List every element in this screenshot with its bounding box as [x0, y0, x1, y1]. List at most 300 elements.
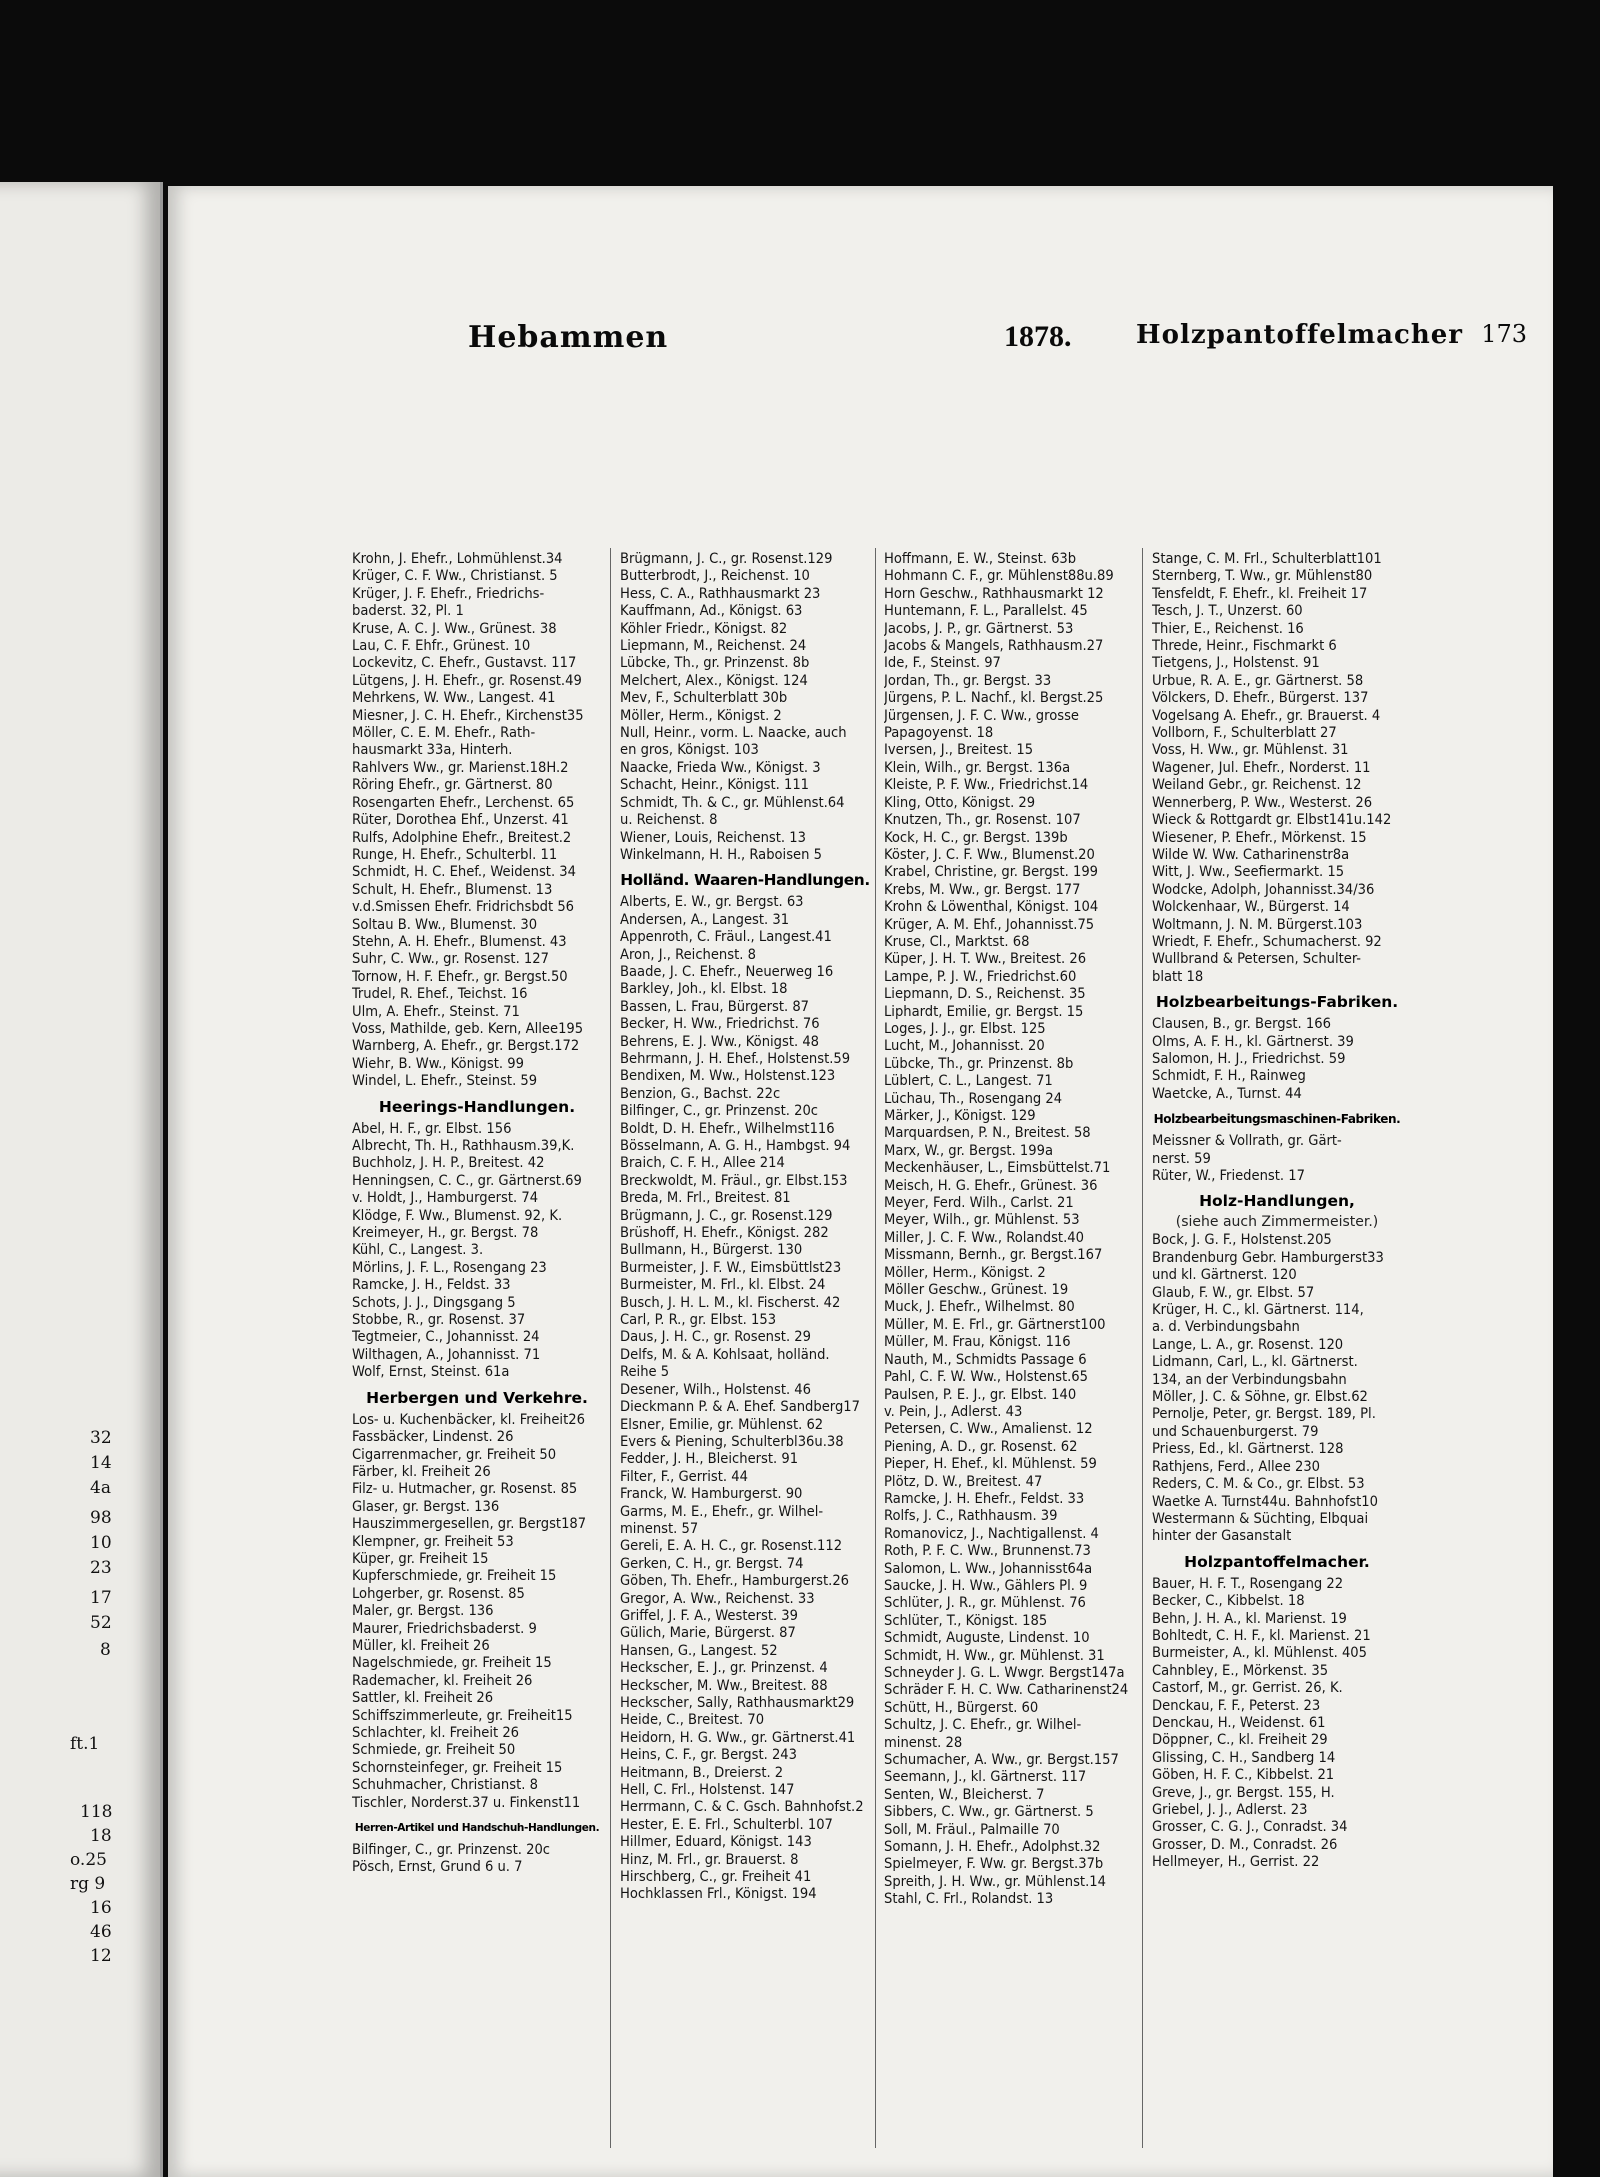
directory-entry: Witt, J. Ww., Seefiermarkt. 15 [1152, 863, 1345, 881]
directory-entry: Bauer, H. F. T., Rosengang 22 [1152, 1574, 1344, 1592]
directory-entry: Lucht, M., Johannisst. 20 [884, 1037, 1045, 1055]
directory-entry: Glissing, C. H., Sandberg 14 [1152, 1748, 1336, 1766]
directory-entry: Lidmann, Carl, L., kl. Gärtnerst. [1152, 1353, 1358, 1371]
directory-entry: Urbue, R. A. E., gr. Gärtnerst. 58 [1152, 671, 1364, 689]
directory-entry: Möller, J. C. & Söhne, gr. Elbst.62 [1152, 1388, 1368, 1406]
directory-entry: Hohmann C. F., gr. Mühlenst88u.89 [884, 567, 1114, 585]
directory-entry: Glaser, gr. Bergst. 136 [352, 1497, 500, 1515]
directory-entry: Alberts, E. W., gr. Bergst. 63 [620, 893, 804, 911]
directory-entry: hausmarkt 33a, Hinterh. [352, 741, 513, 759]
directory-entry: Wilde W. Ww. Catharinenstr8a [1152, 845, 1350, 863]
directory-entry: Marquardsen, P. N., Breitest. 58 [884, 1124, 1091, 1142]
directory-entry: Schlüter, J. R., gr. Mühlenst. 76 [884, 1594, 1086, 1612]
directory-entry: Hoffmann, E. W., Steinst. 63b [884, 550, 1077, 567]
left-page-fragment: 23 [90, 1558, 112, 1578]
directory-entry: Breda, M. Frl., Breitest. 81 [620, 1189, 791, 1207]
directory-entry: Tesch, J. T., Unzerst. 60 [1152, 602, 1303, 620]
directory-entry: Meisch, H. G. Ehefr., Grünest. 36 [884, 1176, 1098, 1194]
directory-entry: Liphardt, Emilie, gr. Bergst. 15 [884, 1002, 1084, 1020]
directory-entry: Stobbe, R., gr. Rosenst. 37 [352, 1311, 526, 1329]
directory-entry: Andersen, A., Langest. 31 [620, 910, 790, 928]
directory-entry: Burmeister, J. F. W., Eimsbüttlst23 [620, 1258, 842, 1276]
directory-entry: Paulsen, P. E. J., gr. Elbst. 140 [884, 1385, 1077, 1403]
directory-entry: Schmidt, Auguste, Lindenst. 10 [884, 1629, 1090, 1647]
directory-entry: Kauffmann, Ad., Königst. 63 [620, 602, 803, 620]
column-divider [610, 548, 611, 2148]
directory-entry: Klempner, gr. Freiheit 53 [352, 1532, 514, 1550]
left-page-fragment: 16 [90, 1898, 112, 1918]
directory-entry: Marx, W., gr. Bergst. 199a [884, 1141, 1054, 1159]
directory-entry: Mörlins, J. F. L., Rosengang 23 [352, 1258, 547, 1276]
left-page-fragment: 98 [90, 1508, 112, 1528]
directory-entry: Boldt, D. H. Ehefr., Wilhelmst116 [620, 1119, 835, 1137]
directory-entry: Jürgensen, J. F. C. Ww., grosse [884, 706, 1080, 724]
directory-entry: Becker, H. Ww., Friedrichst. 76 [620, 1015, 820, 1033]
directory-entry: Kreimeyer, H., gr. Bergst. 78 [352, 1224, 539, 1242]
directory-entry: Franck, W. Hamburgerst. 90 [620, 1485, 803, 1503]
directory-entry: Iversen, J., Breitest. 15 [884, 741, 1034, 759]
directory-entry: Barkley, Joh., kl. Elbst. 18 [620, 980, 788, 998]
directory-entry: Heckscher, E. J., gr. Prinzenst. 4 [620, 1659, 828, 1677]
directory-entry: Benzion, G., Bachst. 22c [620, 1084, 781, 1102]
directory-entry: Rüter, W., Friedenst. 17 [1152, 1167, 1305, 1184]
directory-entry: Wagener, Jul. Ehefr., Norderst. 11 [1152, 758, 1371, 776]
directory-entry: Rulfs, Adolphine Ehefr., Breitest.2 [352, 828, 572, 846]
directory-entry: Daus, J. H. C., gr. Rosenst. 29 [620, 1328, 811, 1346]
page-number: 173 [1481, 320, 1527, 348]
column-divider [875, 548, 876, 2148]
left-page-edge [0, 182, 163, 2177]
directory-entry: Lau, C. F. Ehfr., Grünest. 10 [352, 637, 531, 655]
directory-entry: Sattler, kl. Freiheit 26 [352, 1689, 494, 1707]
directory-entry: Heitmann, B., Dreierst. 2 [620, 1763, 784, 1781]
directory-entry: Thier, E., Reichenst. 16 [1152, 619, 1304, 637]
directory-entry: Rüter, Dorothea Ehf., Unzerst. 41 [352, 811, 569, 829]
directory-entry: Schult, H. Ehefr., Blumenst. 13 [352, 880, 553, 898]
column-divider [1142, 548, 1143, 2148]
directory-entry: Wiener, Louis, Reichenst. 13 [620, 828, 806, 846]
directory-entry: Melchert, Alex., Königst. 124 [620, 671, 808, 689]
directory-entry: Mehrkens, W. Ww., Langest. 41 [352, 689, 556, 707]
left-page-fragment: 10 [90, 1533, 112, 1553]
left-page-fragment: 52 [90, 1613, 112, 1633]
directory-entry: minenst. 57 [620, 1519, 699, 1537]
directory-entry: Weiland Gebr., gr. Reichenst. 12 [1152, 776, 1362, 794]
left-page-fragment: 118 [80, 1802, 113, 1822]
directory-entry: Pahl, C. F. W. Ww., Holstenst.65 [884, 1368, 1089, 1386]
directory-entry: Schmidt, Th. & C., gr. Mühlenst.64 [620, 793, 845, 811]
section-heading: Holzbearbeitungs-Fabriken. [1155, 993, 1399, 1012]
directory-entry: Hess, C. A., Rathhausmarkt 23 [620, 584, 821, 602]
directory-entry: Miesner, J. C. H. Ehefr., Kirchenst35 [352, 706, 584, 724]
directory-entry: Nauth, M., Schmidts Passage 6 [884, 1350, 1087, 1368]
directory-entry: Jacobs & Mangels, Rathhausm.27 [884, 637, 1104, 655]
directory-entry: Bullmann, H., Bürgerst. 130 [620, 1241, 803, 1259]
directory-entry: Sibbers, C. Ww., gr. Gärtnerst. 5 [884, 1803, 1094, 1821]
left-page-fragment: 32 [90, 1428, 112, 1448]
directory-entry: Lübcke, Th., gr. Prinzenst. 8b [620, 654, 810, 672]
directory-entry: Kühl, C., Langest. 3. [352, 1241, 484, 1259]
directory-entry: Krüger, A. M. Ehf., Johannisst.75 [884, 915, 1095, 933]
directory-entry: Voss, H. Ww., gr. Mühlenst. 31 [1152, 741, 1349, 759]
directory-entry: Null, Heinr., vorm. L. Naacke, auch [620, 724, 847, 742]
directory-entry: minenst. 28 [884, 1733, 963, 1751]
directory-entry: Westermann & Süchting, Elbquai [1152, 1509, 1369, 1527]
directory-entry: Mev, F., Schulterblatt 30b [620, 689, 788, 707]
directory-entry: Elsner, Emilie, gr. Mühlenst. 62 [620, 1415, 824, 1433]
left-page-fragment: ft.1 [70, 1734, 100, 1754]
directory-entry: Greve, J., gr. Bergst. 155, H. [1152, 1783, 1335, 1801]
directory-entry: Schütt, H., Bürgerst. 60 [884, 1698, 1039, 1716]
directory-entry: Clausen, B., gr. Bergst. 166 [1152, 1015, 1331, 1033]
directory-entry: Schacht, Heinr., Königst. 111 [620, 776, 810, 794]
left-page-fragment: 14 [90, 1453, 112, 1473]
left-page-fragment: 4a [90, 1478, 111, 1498]
directory-entry: Roth, P. F. C. Ww., Brunnenst.73 [884, 1542, 1091, 1560]
directory-entry: Butterbrodt, J., Reichenst. 10 [620, 567, 810, 585]
section-heading: Holzpantoffelmacher. [1184, 1552, 1370, 1571]
column-3 [884, 550, 1134, 1908]
directory-entry: Köhler Friedr., Königst. 82 [620, 619, 788, 637]
directory-entry: Dieckmann P. & A. Ehef. Sandberg17 [620, 1398, 860, 1416]
directory-entry: Maurer, Friedrichsbaderst. 9 [352, 1619, 537, 1637]
left-page-fragments [0, 182, 120, 2177]
directory-entry: Krüger, C. F. Ww., Christianst. 5 [352, 567, 558, 585]
directory-entry: Hellmeyer, H., Gerrist. 22 [1152, 1853, 1320, 1871]
directory-entry: Runge, H. Ehefr., Schulterbl. 11 [352, 845, 558, 863]
directory-entry: und kl. Gärtnerst. 120 [1152, 1266, 1297, 1284]
directory-entry: Schmidt, F. H., Rainweg [1152, 1067, 1306, 1085]
directory-entry: Braich, C. F. H., Allee 214 [620, 1154, 785, 1172]
directory-entry: Plötz, D. W., Breitest. 47 [884, 1472, 1043, 1490]
directory-entry: Lüchau, Th., Rosengang 24 [884, 1089, 1063, 1107]
directory-entry: Salomon, L. Ww., Johannisst64a [884, 1559, 1093, 1577]
directory-entry: Schneyder J. G. L. Wwgr. Bergst147a [884, 1664, 1125, 1681]
page-header [468, 320, 1533, 356]
directory-entry: Castorf, M., gr. Gerrist. 26, K. [1152, 1679, 1343, 1697]
directory-entry: Krüger, J. F. Ehefr., Friedrichs- [352, 584, 545, 602]
directory-entry: Cigarrenmacher, gr. Freiheit 50 [352, 1445, 557, 1463]
directory-entry: Kling, Otto, Königst. 29 [884, 793, 1036, 811]
directory-entry: Hinz, M. Frl., gr. Brauerst. 8 [620, 1850, 799, 1868]
directory-entry: Schmidt, H. Ww., gr. Mühlenst. 31 [884, 1646, 1105, 1664]
directory-entry: Möller Geschw., Grünest. 19 [884, 1281, 1069, 1299]
directory-entry: Hester, E. E. Frl., Schulterbl. 107 [620, 1815, 833, 1833]
directory-entry: Wieck & Rottgardt gr. Elbst141u.142 [1152, 811, 1392, 829]
directory-entry: Köster, J. C. F. Ww., Blumenst.20 [884, 845, 1095, 863]
directory-entry: Märker, J., Königst. 129 [884, 1107, 1036, 1124]
directory-entry: Tegtmeier, C., Johannisst. 24 [352, 1328, 540, 1346]
directory-entry: Wriedt, F. Ehefr., Schumacherst. 92 [1152, 932, 1382, 950]
directory-entry: Schultz, J. C. Ehefr., gr. Wilhel- [884, 1716, 1082, 1734]
directory-entry: Ulm, A. Ehefr., Steinst. 71 [352, 1002, 520, 1020]
directory-entry: Heide, C., Breitest. 70 [620, 1711, 765, 1729]
directory-entry: Horn Geschw., Rathhausmarkt 12 [884, 584, 1104, 602]
directory-entry: Völckers, D. Ehefr., Bürgerst. 137 [1152, 689, 1369, 707]
directory-entry: Griffel, J. F. A., Westerst. 39 [620, 1606, 799, 1624]
directory-entry: Reders, C. M. & Co., gr. Elbst. 53 [1152, 1475, 1365, 1493]
directory-entry: Miller, J. C. F. Ww., Rolandst.40 [884, 1228, 1084, 1246]
directory-entry: a. d. Verbindungsbahn [1152, 1318, 1300, 1336]
directory-entry: Filter, F., Gerrist. 44 [620, 1467, 748, 1485]
directory-entry: Wilthagen, A., Johannisst. 71 [352, 1345, 541, 1363]
directory-entry: Müller, kl. Freiheit 26 [352, 1636, 490, 1654]
directory-entry: Rademacher, kl. Freiheit 26 [352, 1671, 533, 1689]
directory-entry: Heidorn, H. G. Ww., gr. Gärtnerst.41 [620, 1728, 856, 1746]
directory-entry: Gregor, A. Ww., Reichenst. 33 [620, 1589, 815, 1607]
directory-entry: Hell, C. Frl., Holstenst. 147 [620, 1781, 795, 1799]
directory-entry: hinter der Gasanstalt [1152, 1527, 1292, 1545]
directory-entry: Lockevitz, C. Ehefr., Gustavst. 117 [352, 654, 577, 672]
directory-entry: Brüshoff, H. Ehefr., Königst. 282 [620, 1224, 829, 1242]
directory-entry: Suhr, C. Ww., gr. Rosenst. 127 [352, 950, 549, 968]
directory-entry: Papagoyenst. 18 [884, 724, 994, 742]
directory-entry: Grosser, C. G. J., Conradst. 34 [1152, 1818, 1348, 1836]
directory-entry: Saucke, J. H. Ww., Gählers Pl. 9 [884, 1576, 1088, 1594]
column-2 [620, 550, 870, 1903]
directory-entry: Trudel, R. Ehef., Teichst. 16 [352, 985, 528, 1003]
directory-entry: Behn, J. H. A., kl. Marienst. 19 [1152, 1609, 1347, 1627]
directory-entry: Somann, J. H. Ehefr., Adolphst.32 [884, 1838, 1101, 1856]
directory-entry: blatt 18 [1152, 967, 1204, 985]
directory-entry: Bock, J. G. F., Holstenst.205 [1152, 1231, 1332, 1249]
directory-entry: Wiehr, B. Ww., Königst. 99 [352, 1054, 524, 1072]
directory-entry: Delfs, M. & A. Kohlsaat, holländ. [620, 1345, 830, 1363]
left-page-fragment: 12 [90, 1946, 112, 1966]
directory-entry: en gros, Königst. 103 [620, 741, 759, 759]
section-heading: Heerings-Handlungen. [378, 1097, 576, 1116]
directory-entry: Busch, J. H. L. M., kl. Fischerst. 42 [620, 1293, 841, 1311]
directory-entry: Knutzen, Th., gr. Rosenst. 107 [884, 811, 1081, 829]
directory-entry: Spielmeyer, F. Ww. gr. Bergst.37b [884, 1855, 1104, 1873]
directory-entry: Breckwoldt, M. Fräul., gr. Elbst.153 [620, 1171, 848, 1189]
directory-entry: Woltmann, J. N. M. Bürgerst.103 [1152, 915, 1363, 933]
directory-entry: Bösselmann, A. G. H., Hambgst. 94 [620, 1137, 851, 1154]
directory-entry: Piening, A. D., gr. Rosenst. 62 [884, 1437, 1078, 1455]
directory-entry: Schiffszimmerleute, gr. Freiheit15 [352, 1706, 573, 1724]
directory-entry: Bassen, L. Frau, Bürgerst. 87 [620, 997, 810, 1015]
directory-entry: Rosengarten Ehefr., Lerchenst. 65 [352, 793, 575, 811]
directory-entry: Krohn, J. Ehefr., Lohmühlenst.34 [352, 550, 563, 567]
directory-entry: Wodcke, Adolph, Johannisst.34/36 [1152, 880, 1375, 898]
directory-entry: Jordan, Th., gr. Bergst. 33 [884, 671, 1052, 689]
directory-entry: Waetke A. Turnst44u. Bahnhofst10 [1152, 1492, 1379, 1510]
directory-entry: Soltau B. Ww., Blumenst. 30 [352, 915, 538, 933]
directory-entry: Müller, M. Frau, Königst. 116 [884, 1333, 1071, 1351]
directory-entry: Schuhmacher, Christianst. 8 [352, 1776, 538, 1794]
directory-entry: Bilfinger, C., gr. Prinzenst. 20c [352, 1841, 551, 1859]
directory-entry: Warnberg, A. Ehefr., gr. Bergst.172 [352, 1037, 580, 1055]
directory-entry: Heckscher, M. Ww., Breitest. 88 [620, 1676, 828, 1694]
directory-entry: Garms, M. E., Ehefr., gr. Wilhel- [620, 1502, 824, 1520]
directory-entry: Färber, kl. Freiheit 26 [352, 1462, 491, 1480]
directory-entry: Krabel, Christine, gr. Bergst. 199 [884, 863, 1099, 881]
directory-entry: Herrmann, C. & C. Gsch. Bahnhofst.2 [620, 1798, 864, 1816]
directory-entry: Krüger, H. C., kl. Gärtnerst. 114, [1152, 1301, 1364, 1319]
directory-entry: Lüblert, C. L., Langest. 71 [884, 1072, 1053, 1090]
directory-entry: 134, an der Verbindungsbahn [1152, 1370, 1347, 1388]
directory-entry: Stehn, A. H. Ehefr., Blumenst. 43 [352, 932, 567, 950]
directory-entry: Ide, F., Steinst. 97 [884, 654, 1001, 672]
directory-entry: Rahlvers Ww., gr. Marienst.18H.2 [352, 758, 569, 776]
directory-entry: Ramcke, J. H. Ehefr., Feldst. 33 [884, 1489, 1085, 1507]
directory-entry: Lampe, P. J. W., Friedrichst.60 [884, 967, 1077, 985]
directory-entry: Klödge, F. Ww., Blumenst. 92, K. [352, 1206, 563, 1224]
directory-entry: Maler, gr. Bergst. 136 [352, 1602, 494, 1620]
directory-entry: Kruse, Cl., Marktst. 68 [884, 932, 1030, 950]
directory-entry: Stahl, C. Frl., Rolandst. 13 [884, 1890, 1054, 1908]
directory-entry: Sternberg, T. Ww., gr. Mühlenst80 [1152, 567, 1373, 585]
directory-entry: Meyer, Wilh., gr. Mühlenst. 53 [884, 1211, 1080, 1229]
directory-entry: Möller, Herm., Königst. 2 [884, 1263, 1046, 1281]
section-heading: Holz-Handlungen, [1199, 1192, 1355, 1211]
section-heading: Holzbearbeitungsmaschinen-Fabriken. [1153, 1112, 1401, 1127]
directory-entry: Schmiede, gr. Freiheit 50 [352, 1741, 516, 1759]
left-page-fragment: 46 [90, 1922, 112, 1942]
directory-entry: Glaub, F. W., gr. Elbst. 57 [1152, 1283, 1315, 1301]
left-page-fragment: 8 [100, 1640, 111, 1660]
directory-entry: Ramcke, J. H., Feldst. 33 [352, 1276, 511, 1294]
directory-entry: Lütgens, J. H. Ehefr., gr. Rosenst.49 [352, 671, 582, 689]
directory-entry: Reihe 5 [620, 1363, 670, 1381]
directory-entry: Pernolje, Peter, gr. Bergst. 189, Pl. [1152, 1405, 1376, 1423]
directory-entry: Jürgens, P. L. Nachf., kl. Bergst.25 [884, 689, 1104, 707]
column-1 [352, 550, 602, 1876]
directory-entry: Küper, gr. Freiheit 15 [352, 1549, 489, 1567]
directory-entry: Brandenburg Gebr. Hamburgerst33 [1152, 1248, 1384, 1266]
directory-entry: Schots, J. J., Dingsgang 5 [352, 1293, 516, 1311]
directory-entry: Huntemann, F. L., Parallelst. 45 [884, 602, 1088, 620]
directory-entry: Hauszimmergesellen, gr. Bergst187 [352, 1515, 587, 1533]
directory-entry: Salomon, H. J., Friedrichst. 59 [1152, 1049, 1346, 1067]
directory-entry: Wolckenhaar, W., Bürgerst. 14 [1152, 898, 1350, 916]
directory-entry: Hirschberg, C., gr. Freiheit 41 [620, 1868, 812, 1886]
directory-entry: Tietgens, J., Holstenst. 91 [1152, 654, 1320, 672]
book-page [168, 186, 1553, 2177]
directory-entry: Jacobs, J. P., gr. Gärtnerst. 53 [884, 619, 1074, 637]
directory-entry: Tensfeldt, F. Ehefr., kl. Freiheit 17 [1152, 584, 1368, 602]
directory-entry: Olms, A. F. H., kl. Gärtnerst. 39 [1152, 1032, 1354, 1050]
directory-entry: Gerken, C. H., gr. Bergst. 74 [620, 1554, 804, 1572]
directory-entry: Krebs, M. Ww., gr. Bergst. 177 [884, 880, 1081, 898]
directory-entry: Tornow, H. F. Ehefr., gr. Bergst.50 [352, 967, 568, 985]
directory-entry: Kruse, A. C. J. Ww., Grünest. 38 [352, 619, 557, 637]
directory-entry: Seemann, J., kl. Gärtnerst. 117 [884, 1768, 1087, 1786]
directory-entry: Meyer, Ferd. Wilh., Carlst. 21 [884, 1194, 1074, 1212]
directory-entry: Brügmann, J. C., gr. Rosenst.129 [620, 1206, 833, 1224]
directory-entry: Denckau, H., Weidenst. 61 [1152, 1713, 1326, 1731]
directory-entry: Los- u. Kuchenbäcker, kl. Freiheit26 [352, 1410, 585, 1428]
header-left-title: Hebammen [468, 320, 669, 355]
directory-entry: Lübcke, Th., gr. Prinzenst. 8b [884, 1054, 1074, 1072]
directory-entry: Wolf, Ernst, Steinst. 61a [352, 1363, 510, 1381]
directory-entry: Liepmann, D. S., Reichenst. 35 [884, 985, 1086, 1003]
directory-entry: Schornsteinfeger, gr. Freiheit 15 [352, 1758, 563, 1776]
directory-entry: Hansen, G., Langest. 52 [620, 1641, 778, 1659]
directory-entry: Meckenhäuser, L., Eimsbüttelst.71 [884, 1159, 1111, 1177]
directory-entry: Gülich, Marie, Bürgerst. 87 [620, 1624, 796, 1642]
directory-entry: Rolfs, J. C., Rathhausm. 39 [884, 1507, 1058, 1525]
directory-entry: Brügmann, J. C., gr. Rosenst.129 [620, 550, 833, 567]
directory-entry: Kleiste, P. F. Ww., Friedrichst.14 [884, 776, 1089, 794]
directory-entry: Loges, J. J., gr. Elbst. 125 [884, 1019, 1046, 1037]
directory-entry: Schräder F. H. C. Ww. Catharinenst24 [884, 1681, 1129, 1699]
directory-entry: Fassbäcker, Lindenst. 26 [352, 1428, 514, 1446]
directory-entry: Heins, C. F., gr. Bergst. 243 [620, 1746, 797, 1764]
directory-entry: Albrecht, Th. H., Rathhausm.39,K. [352, 1137, 575, 1154]
directory-entry: Griebel, J. J., Adlerst. 23 [1152, 1801, 1308, 1818]
directory-entry: Waetcke, A., Turnst. 44 [1152, 1084, 1302, 1102]
directory-entry: Hochklassen Frl., Königst. 194 [620, 1885, 817, 1903]
directory-entry: Voss, Mathilde, geb. Kern, Allee195 [352, 1019, 584, 1037]
directory-entry: Bohltedt, C. H. F., kl. Marienst. 21 [1152, 1626, 1371, 1644]
directory-entry: Göben, H. F. C., Kibbelst. 21 [1152, 1766, 1335, 1784]
directory-entry: Tischler, Norderst.37 u. Finkenst11 [352, 1793, 581, 1811]
directory-entry: Henningsen, C. C., gr. Gärtnerst.69 [352, 1171, 582, 1189]
directory-entry: Spreith, J. H. Ww., gr. Mühlenst.14 [884, 1872, 1106, 1890]
directory-entry: Nagelschmiede, gr. Freiheit 15 [352, 1654, 552, 1672]
left-page-fragment: o.25 [70, 1850, 107, 1870]
directory-entry: Desener, Wilh., Holstenst. 46 [620, 1380, 812, 1398]
directory-entry: Liepmann, M., Reichenst. 24 [620, 637, 807, 655]
left-page-fragment: 18 [90, 1826, 112, 1846]
directory-entry: Wennerberg, P. Ww., Westerst. 26 [1152, 793, 1373, 811]
directory-entry: Gereli, E. A. H. C., gr. Rosenst.112 [620, 1537, 843, 1555]
directory-entry: Vollborn, F., Schulterblatt 27 [1152, 724, 1337, 742]
directory-entry: Baade, J. C. Ehefr., Neuerweg 16 [620, 962, 834, 980]
section-heading: Holländ. Waaren-Handlungen. [620, 871, 870, 890]
directory-entry: Wiesener, P. Ehefr., Mörkenst. 15 [1152, 828, 1367, 846]
column-4 [1152, 550, 1402, 1871]
directory-entry: Möller, Herm., Königst. 2 [620, 706, 782, 724]
directory-entry: v. Holdt, J., Hamburgerst. 74 [352, 1189, 539, 1207]
directory-entry: Vogelsang A. Ehefr., gr. Brauerst. 4 [1152, 706, 1381, 724]
directory-entry: v.d.Smissen Ehefr. Fridrichsbdt 56 [352, 898, 575, 916]
directory-entry: Kock, H. C., gr. Bergst. 139b [884, 828, 1068, 846]
directory-entry: Aron, J., Reichenst. 8 [620, 945, 756, 963]
directory-entry: Schumacher, A. Ww., gr. Bergst.157 [884, 1751, 1119, 1769]
directory-entry: Meissner & Vollrath, gr. Gärt- [1152, 1132, 1342, 1150]
directory-entry: Möller, C. E. M. Ehefr., Rath- [352, 724, 536, 742]
directory-entry: Lange, L. A., gr. Rosenst. 120 [1152, 1335, 1344, 1353]
directory-entry: Threde, Heinr., Fischmarkt 6 [1152, 637, 1337, 655]
directory-entry: Burmeister, A., kl. Mühlenst. 405 [1152, 1644, 1368, 1662]
directory-entry: u. Reichenst. 8 [620, 811, 718, 829]
directory-entry: Winkelmann, H. H., Raboisen 5 [620, 845, 822, 863]
directory-entry: Stange, C. M. Frl., Schulterblatt101 [1152, 550, 1382, 567]
directory-entry: Priess, Ed., kl. Gärtnerst. 128 [1152, 1440, 1344, 1458]
directory-entry: Müller, M. E. Frl., gr. Gärtnerst100 [884, 1315, 1106, 1333]
directory-entry: v. Pein, J., Adlerst. 43 [884, 1402, 1023, 1420]
header-year: 1878. [1004, 320, 1072, 353]
directory-entry: Krohn & Löwenthal, Königst. 104 [884, 898, 1099, 916]
directory-entry: Heckscher, Sally, Rathhausmarkt29 [620, 1694, 855, 1711]
directory-entry: Petersen, C. Ww., Amalienst. 12 [884, 1420, 1093, 1438]
directory-entry: Schmidt, H. C. Ehef., Weidenst. 34 [352, 863, 576, 881]
directory-entry: Filz- u. Hutmacher, gr. Rosenst. 85 [352, 1480, 578, 1498]
directory-entry: Behrmann, J. H. Ehef., Holstenst.59 [620, 1049, 851, 1067]
directory-entry: Buchholz, J. H. P., Breitest. 42 [352, 1154, 545, 1172]
directory-entry: Becker, C., Kibbelst. 18 [1152, 1592, 1305, 1610]
directory-entry: Röring Ehefr., gr. Gärtnerst. 80 [352, 776, 553, 794]
directory-entry: Windel, L. Ehefr., Steinst. 59 [352, 1072, 538, 1090]
directory-entry: Behrens, E. J. Ww., Königst. 48 [620, 1032, 820, 1050]
directory-entry: Romanovicz, J., Nachtigallenst. 4 [884, 1524, 1099, 1542]
directory-entry: Burmeister, M. Frl., kl. Elbst. 24 [620, 1276, 826, 1294]
directory-entry: Kupferschmiede, gr. Freiheit 15 [352, 1567, 557, 1585]
directory-entry: Appenroth, C. Fräul., Langest.41 [620, 928, 832, 946]
directory-entry: baderst. 32, Pl. 1 [352, 602, 464, 620]
